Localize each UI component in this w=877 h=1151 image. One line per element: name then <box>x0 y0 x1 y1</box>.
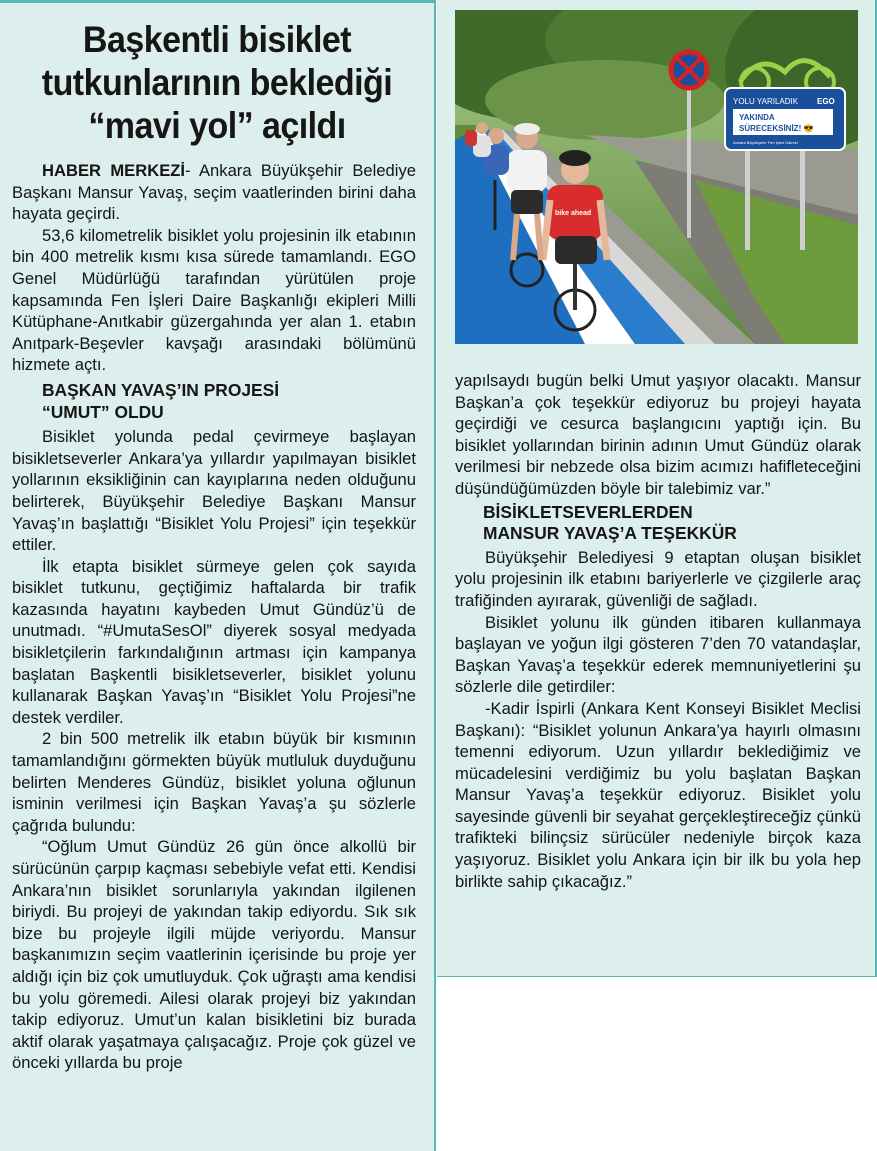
cyclists-photo-illustration <box>455 10 858 344</box>
headline-line-3: “mavi yol” açıldı <box>88 105 346 146</box>
paragraph-1-text: - Ankara Büyükşehir Belediye Başkanı Mansur Yavaş, seçim vaatlerinden birini daha hayata geçirdi. <box>12 161 416 224</box>
sign-text-2: YAKINDA <box>739 113 775 122</box>
sign-text-1: YOLU YARILADIK <box>733 97 799 106</box>
article-column-right <box>455 370 861 892</box>
paragraph-6: “Oğlum Umut Gündüz 26 gün önce alkollü bir sürücünün çarpıp kaçması sebebiyle vefat etti. Kendisi Ankara’nın bisiklet sorunlarıyla yakından ilgilenen biriydi. Bu projeyi de yakından takip ediyordu. Sık sık bize bu projeyle ilgili müjde veriyordu. Mansur başkanımızın seçim vaatlerinin içerisinde bu proje yer aldığı için biz çok umutluyduk. Çok uğraştı ama kendisi bu yolu göremedi. Ailesi olarak projeyi biz yakından takip ediyoruz. Umut’un kalan bisikletini biz burada aktif olarak yaşatmaya çalışacağız. Proje çok güzel ve önceki yıllarda bu proje <box>12 837 416 1073</box>
subheading-2-line-1: BİSİKLETSEVERLERDEN <box>483 501 693 522</box>
paragraph-4: İlk etapta bisiklet sürmeye gelen çok sayıda bisiklet tutkunu, geçtiğimiz haftalarda bir trafik kazasında hayatını kaybeden Umut Gündüz’ü de unutmadı. “#UmutaSesOl” diyerek sosyal medyada bisikletçilerin farkındalığının artması için kampanya başlatan Başkentli bisikletseverler, bisiklet yolunu kullanarak Başkan Yavaş’ın “Bisiklet Yolu Projesi”ne destek verdiler. <box>12 556 416 727</box>
paragraph-6-continued: yapılsaydı bugün belki Umut yaşıyor olacaktı. Mansur Başkan’a çok teşekkür ediyoruz bu projeyi hayata geçirdiği ve cesurca başlangıcını yaptığı için. Bu bisiklet yollarından birinin adının Umut Gündüz olarak verilmesi bir nebzede olsa bizim acımızı hafifleteceğini düşündüğümüzden böyle bir talebimiz var.” <box>455 371 861 498</box>
headline <box>25 18 410 147</box>
cyclists-photo <box>455 10 858 344</box>
paragraph-7: Büyükşehir Belediyesi 9 etaptan oluşan bisiklet yolu projesinin ilk etabını bariyerlerle ve çizgilerle araç trafiğinden ayırarak, güvenliği de sağladı. <box>455 547 861 610</box>
sign-footer: Ankara Büyükşehir Fen İşleri Dairesi <box>733 140 798 145</box>
subheading-2-line-2: MANSUR YAVAŞ’A TEŞEKKÜR <box>483 523 737 544</box>
article-column-left <box>12 160 416 1074</box>
subheading-2 <box>483 502 861 545</box>
paragraph-8: Bisiklet yolunu ilk günden itibaren kullanmaya başlayan ve yoğun ilgi gösteren 7’den 70 vatandaşlar, Başkan Yavaş’a teşekkür ederek memnuniyetlerini şu sözlerle dile getirdiler: <box>455 612 861 697</box>
paragraph-1 <box>12 160 416 225</box>
paragraph-5: 2 bin 500 metrelik ilk etabın büyük bir kısmının tamamlandığını görmekten büyük mutluluk duyduğunu belirten Menderes Gündüz, bisiklet yoluna oğlunun isminin verilmesi için Başkan Yavaş’a şu sözlerle çağrıda bulundu: <box>12 729 416 835</box>
headline-line-2: tutkunlarının beklediği <box>41 62 393 103</box>
paragraph-3: Bisiklet yolunda pedal çevirmeye başlayan bisikletseverler Ankara’ya yıllardır yapılmayan bisiklet yollarının eksikliğinin can kayıplarına neden olduğunu belirterek, Büyükşehir Belediye Başkanı Mansur Yavaş’ın başlattığı “Bisiklet Yolu Projesi” için teşekkür ettiler. <box>12 427 416 555</box>
sign-logo: EGO <box>817 97 835 106</box>
sign-text-3: SÜRECEKSİNİZ! 😎 <box>739 124 814 133</box>
jersey-text: bike ahead <box>555 210 592 217</box>
subheading-1-line-1: BAŞKAN YAVAŞ’IN PROJESİ <box>42 379 280 400</box>
paragraph-9: -Kadir İspirli (Ankara Kent Konseyi Bisiklet Meclisi Başkanı): “Bisiklet yolunun Ankara’ya hayırlı olmasını temenni ediyorum. Uzun yıllardır beklediğimiz ve mücadelesini verdiğimiz bu yolu başlatan Başkan Mansur Yavaş’a teşekkür ediyoruz. Bisiklet yolu sayesinde güvenli bir seyahat gerçekleştireceğiz çünkü trafikteki bilinçsiz sürücüler nedeniyle birçok kaza yaşıyoruz. Bisiklet yolu Ankara için bir ilk bu yola hep birlikte sahip çıkacağız.” <box>455 698 861 891</box>
lead-label: HABER MERKEZİ <box>42 161 186 180</box>
subheading-1 <box>42 380 416 423</box>
paragraph-2: 53,6 kilometrelik bisiklet yolu projesinin ilk etabının bin 400 metrelik kısmı kısa sürede tamamlandı. EGO Genel Müdürlüğü tarafından yürütülen proje kapsamında Fen İşleri Daire Başkanlığı ekipleri Milli Kütüphane-Anıtkabir güzergahında yer alan 1. etabın Anıtpark-Beşevler kavşağı arasındaki bölümünü hizmete açtı. <box>12 225 416 375</box>
subheading-1-line-2: “UMUT” OLDU <box>42 401 164 422</box>
headline-line-1: Başkentli bisiklet <box>82 19 352 60</box>
